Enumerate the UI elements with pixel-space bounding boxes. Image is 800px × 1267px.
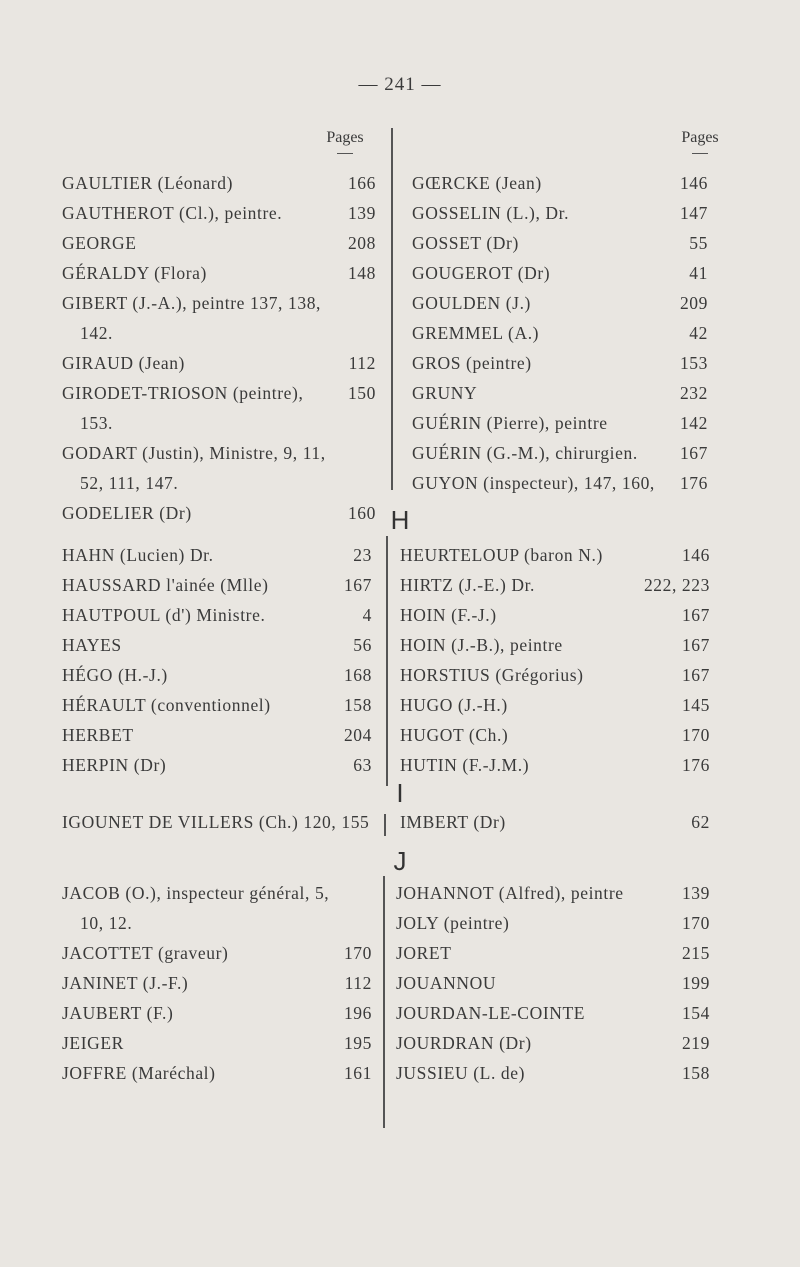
list-item <box>62 198 376 228</box>
page-number: — 241 — <box>358 74 442 95</box>
entry-name: GÉRALDY (Flora) <box>62 263 207 283</box>
column-separator <box>386 536 388 786</box>
list-item <box>412 468 708 498</box>
list-item <box>62 408 376 438</box>
list-item <box>396 1058 710 1088</box>
list-item <box>396 908 710 938</box>
j-left-column <box>62 878 372 1088</box>
entry-name: JACOB (O.), inspecteur général, 5, <box>62 883 330 903</box>
pages-header-left: Pages <box>310 129 380 154</box>
g-right-column <box>412 168 708 498</box>
entry-page-number: 167 <box>681 635 710 655</box>
entry-page-number: 208 <box>347 233 376 253</box>
entry-page-number: 170 <box>343 943 372 963</box>
entry-page-number: 148 <box>347 263 376 283</box>
section-letter-i: I <box>396 778 404 808</box>
entry-name: GOULDEN (J.) <box>412 293 531 313</box>
leader-dots <box>137 228 348 258</box>
entry-page-number: 55 <box>689 233 708 253</box>
list-item <box>62 540 372 570</box>
entry-name: GUÉRIN (G.-M.), chirurgien. <box>412 443 638 463</box>
entry-page-number: 23 <box>353 545 372 565</box>
list-item <box>62 998 372 1028</box>
list-item <box>396 878 710 908</box>
list-item <box>412 288 708 318</box>
list-item <box>62 750 372 780</box>
leader-dots <box>531 288 680 318</box>
entry-page-number: 158 <box>343 695 372 715</box>
list-item <box>62 720 372 750</box>
list-item <box>400 750 710 780</box>
list-item <box>412 228 708 258</box>
entry-page-number: 161 <box>343 1063 372 1083</box>
column-separator <box>384 814 386 836</box>
h-left-column <box>62 540 372 780</box>
leader-dots <box>608 408 680 438</box>
leader-dots <box>265 600 362 630</box>
entry-page-number: 195 <box>343 1033 372 1053</box>
leader-dots <box>525 1058 682 1088</box>
entry-page-number: 167 <box>679 443 708 463</box>
leader-dots <box>271 690 344 720</box>
list-item <box>62 258 376 288</box>
entry-name: HOIN (F.-J.) <box>400 605 497 625</box>
entry-page-number: 4 <box>362 605 372 625</box>
column-separator <box>391 128 393 490</box>
list-item <box>62 1058 372 1088</box>
list-item <box>396 1028 710 1058</box>
entry-name: GOSSELIN (L.), Dr. <box>412 203 570 223</box>
entry-name: GEORGE <box>62 233 137 253</box>
entry-page-number: 170 <box>681 725 710 745</box>
entry-page-number: 146 <box>679 173 708 193</box>
entry-name: GROS (peintre) <box>412 353 532 373</box>
entry-name: JORET <box>396 943 452 963</box>
entry-name: JOURDRAN (Dr) <box>396 1033 532 1053</box>
list-item: IGOUNET DE VILLERS (Ch.) 120, 155 <box>62 812 370 832</box>
i-right-column <box>400 807 710 837</box>
entry-page-number: 176 <box>681 755 710 775</box>
leader-dots <box>550 258 689 288</box>
leader-dots <box>655 468 680 498</box>
leader-dots <box>585 998 682 1028</box>
list-item <box>400 540 710 570</box>
list-item <box>62 288 376 318</box>
entry-name: HÉGO (H.-J.) <box>62 665 168 685</box>
leader-dots <box>185 348 349 378</box>
entry-name: HIRTZ (J.-E.) Dr. <box>400 575 536 595</box>
entry-name: 52, 111, 147. <box>80 473 179 493</box>
entry-name: JOURDAN-LE-COINTE <box>396 1003 586 1023</box>
column-separator <box>383 876 385 1128</box>
list-item <box>400 600 710 630</box>
list-item <box>400 630 710 660</box>
entry-name: JANINET (J.-F.) <box>62 973 189 993</box>
list-item <box>62 938 372 968</box>
list-item <box>412 408 708 438</box>
list-item: IMBERT (Dr) 62 <box>400 812 710 832</box>
entry-page-number: 167 <box>343 575 372 595</box>
leader-dots <box>452 938 682 968</box>
entry-page-number: 232 <box>679 383 708 403</box>
pages-header-right: Pages <box>665 129 735 154</box>
leader-dots <box>497 600 682 630</box>
entry-name: GŒRCKE (Jean) <box>412 173 542 193</box>
leader-dots <box>563 630 682 660</box>
entry-name: GOUGEROT (Dr) <box>412 263 551 283</box>
entry-name: GODELIER (Dr) <box>62 503 192 523</box>
list-item <box>62 630 372 660</box>
list-item <box>412 378 708 408</box>
list-item <box>62 570 372 600</box>
entry-page-number: 166 <box>347 173 376 193</box>
list-item <box>62 690 372 720</box>
list-item <box>62 228 376 258</box>
list-item <box>62 168 376 198</box>
leader-dots <box>168 660 344 690</box>
leader-dots <box>529 750 682 780</box>
entry-page-number: 145 <box>681 695 710 715</box>
list-item <box>62 968 372 998</box>
entry-page-number: 41 <box>689 263 708 283</box>
entry-name: HAYES <box>62 635 122 655</box>
entry-page-number: 154 <box>681 1003 710 1023</box>
leader-dots <box>282 198 348 228</box>
entry-page-number: 170 <box>681 913 710 933</box>
entry-page-number: 139 <box>347 203 376 223</box>
leader-dots <box>584 660 682 690</box>
list-item <box>400 690 710 720</box>
entry-page-number: 199 <box>681 973 710 993</box>
h-right-column <box>400 540 710 780</box>
entry-name: JOLY (peintre) <box>396 913 510 933</box>
entry-page-number: 222, 223 <box>643 575 710 595</box>
list-item <box>62 378 376 408</box>
entry-name: GRUNY <box>412 383 478 403</box>
leader-dots <box>496 968 682 998</box>
entry-name: 142. <box>80 323 114 343</box>
section-letter-h: H <box>390 505 410 535</box>
entry-page-number: 146 <box>681 545 710 565</box>
list-item <box>412 258 708 288</box>
list-item <box>396 998 710 1028</box>
leader-dots <box>542 168 680 198</box>
list-item <box>412 318 708 348</box>
entry-name: GOSSET (Dr) <box>412 233 519 253</box>
entry-name: HUTIN (F.-J.M.) <box>400 755 530 775</box>
entry-name: GIRODET-TRIOSON (peintre), <box>62 383 304 403</box>
leader-dots <box>207 258 348 288</box>
entry-name: GAUTHEROT (Cl.), peintre. <box>62 203 283 223</box>
entry-page-number: 42 <box>689 323 708 343</box>
entry-page-number: 158 <box>681 1063 710 1083</box>
entry-page-number: 219 <box>681 1033 710 1053</box>
list-item <box>400 660 710 690</box>
leader-dots <box>624 878 682 908</box>
leader-dots <box>519 228 689 258</box>
entry-page-number: 204 <box>343 725 372 745</box>
list-item <box>62 908 372 938</box>
entry-name: HOIN (J.-B.), peintre <box>400 635 563 655</box>
leader-dots <box>603 540 682 570</box>
leader-dots <box>214 540 354 570</box>
entry-name: JUSSIEU (L. de) <box>396 1063 526 1083</box>
entry-name: HAUTPOUL (d') Ministre. <box>62 605 266 625</box>
entry-page-number: 167 <box>681 665 710 685</box>
entry-name: HERBET <box>62 725 134 745</box>
entry-page-number: 142 <box>679 413 708 433</box>
list-item <box>396 968 710 998</box>
list-item <box>62 348 376 378</box>
leader-dots <box>532 1028 682 1058</box>
leader-dots <box>508 720 682 750</box>
entry-name: GODART (Justin), Ministre, 9, 11, <box>62 443 326 463</box>
list-item <box>412 438 708 468</box>
leader-dots <box>638 438 680 468</box>
section-letter-j: J <box>393 846 407 876</box>
entry-page-number: 112 <box>348 353 376 373</box>
leader-dots <box>124 1028 344 1058</box>
leader-dots <box>509 908 682 938</box>
entry-name: HÉRAULT (conventionnel) <box>62 695 271 715</box>
entry-name: HUGOT (Ch.) <box>400 725 509 745</box>
leader-dots <box>216 1058 344 1088</box>
list-item <box>62 438 376 468</box>
entry-name: JACOTTET (graveur) <box>62 943 229 963</box>
entry-page-number: 176 <box>679 473 708 493</box>
entry-page-number: 215 <box>681 943 710 963</box>
entry-page-number: 56 <box>353 635 372 655</box>
leader-dots <box>188 968 344 998</box>
list-item <box>412 168 708 198</box>
leader-dots <box>535 570 644 600</box>
j-right-column <box>396 878 710 1088</box>
entry-name: GREMMEL (A.) <box>412 323 540 343</box>
entry-name: JAUBERT (F.) <box>62 1003 174 1023</box>
entry-name: HERPIN (Dr) <box>62 755 167 775</box>
leader-dots <box>228 938 343 968</box>
leader-dots <box>477 378 680 408</box>
i-left-column <box>62 807 384 837</box>
entry-page-number: 147 <box>679 203 708 223</box>
entry-page-number: 112 <box>344 973 372 993</box>
leader-dots <box>166 750 353 780</box>
list-item <box>62 660 372 690</box>
entry-page-number: 209 <box>679 293 708 313</box>
entry-page-number: 153 <box>679 353 708 373</box>
entry-name: GAULTIER (Léonard) <box>62 173 234 193</box>
list-item <box>62 878 372 908</box>
entry-name: HAUSSARD l'ainée (Mlle) <box>62 575 269 595</box>
entry-name: JEIGER <box>62 1033 124 1053</box>
entry-name: JOHANNOT (Alfred), peintre <box>396 883 624 903</box>
leader-dots <box>173 998 344 1028</box>
list-item <box>412 198 708 228</box>
leader-dots <box>569 198 680 228</box>
entry-name: JOUANNOU <box>396 973 497 993</box>
entry-page-number: 139 <box>681 883 710 903</box>
entry-name: 10, 12. <box>80 913 133 933</box>
entry-page-number: 196 <box>343 1003 372 1023</box>
entry-page-number: 160 <box>347 503 376 523</box>
leader-dots <box>122 630 354 660</box>
leader-dots <box>134 720 344 750</box>
list-item <box>62 1028 372 1058</box>
list-item <box>400 570 710 600</box>
entry-name: HEURTELOUP (baron N.) <box>400 545 603 565</box>
entry-name: HORSTIUS (Grégorius) <box>400 665 584 685</box>
entry-name: HAHN (Lucien) Dr. <box>62 545 214 565</box>
leader-dots <box>269 570 344 600</box>
leader-dots <box>532 348 680 378</box>
list-item <box>400 720 710 750</box>
leader-dots <box>233 168 348 198</box>
entry-page-number: 167 <box>681 605 710 625</box>
list-item <box>62 318 376 348</box>
leader-dots <box>539 318 689 348</box>
entry-name: HUGO (J.-H.) <box>400 695 508 715</box>
entry-page-number: 63 <box>353 755 372 775</box>
entry-name: GIBERT (J.-A.), peintre 137, 138, <box>62 293 322 313</box>
leader-dots <box>303 378 347 408</box>
entry-name: 153. <box>80 413 114 433</box>
g-left-column <box>62 168 376 528</box>
entry-name: JOFFRE (Maréchal) <box>62 1063 216 1083</box>
entry-name: GIRAUD (Jean) <box>62 353 185 373</box>
entry-name: GUYON (inspecteur), 147, 160, <box>412 473 655 493</box>
entry-name: GUÉRIN (Pierre), peintre <box>412 413 608 433</box>
list-item <box>396 938 710 968</box>
list-item <box>62 600 372 630</box>
list-item <box>412 348 708 378</box>
list-item <box>62 468 376 498</box>
entry-page-number: 150 <box>347 383 376 403</box>
leader-dots <box>508 690 682 720</box>
entry-page-number: 168 <box>343 665 372 685</box>
